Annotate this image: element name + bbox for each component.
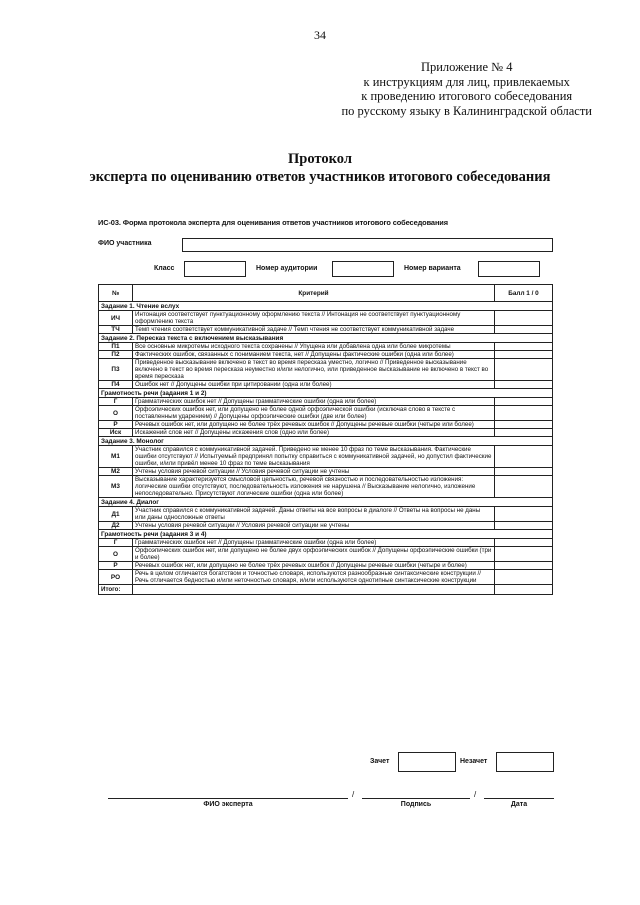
criterion-row (99, 507, 553, 522)
section-title: Задание 4. Диалог (99, 498, 553, 507)
criterion-code: П2 (99, 351, 133, 359)
criterion-row (99, 359, 553, 381)
criterion-code: П4 (99, 381, 133, 389)
criterion-text: Приведенное высказывание включено в текст во время пересказа уместно, логично // Приведенное высказывание включено в текст во время пересказа неуместно и/или нелогично, или приведенное высказывание не включено в текст во время пересказа (133, 359, 495, 381)
score-cell[interactable] (495, 476, 553, 498)
criterion-text: Интонация соответствует пунктуационному оформлению текста // Интонация не соответствует пунктуационному оформлению текста (133, 311, 495, 326)
date-line[interactable] (484, 798, 554, 799)
protocol-form (98, 218, 553, 593)
criterion-text: Грамматических ошибок нет // Допущены грамматические ошибки (одна или более) (133, 398, 495, 406)
criterion-text: Учтены условия речевой ситуации // Условия речевой ситуации не учтены (133, 468, 495, 476)
signature-caption: Подпись (400, 801, 432, 808)
criterion-row (99, 311, 553, 326)
criteria-table (98, 284, 553, 595)
criterion-code: Г (99, 539, 133, 547)
section-title: Задание 2. Пересказ текста с включением высказывания (99, 334, 553, 343)
criterion-code: ТЧ (99, 326, 133, 334)
criterion-code: Иск (99, 429, 133, 437)
criterion-text: Темп чтения соответствует коммуникативной задаче // Темп чтения не соответствует коммуникативной задаче (133, 326, 495, 334)
criteria-header-row (99, 285, 553, 302)
document-title (0, 150, 640, 186)
criterion-text: Грамматических ошибок нет // Допущены грамматические ошибки (одна или более) (133, 539, 495, 547)
criterion-text: Речевых ошибок нет, или допущено не более трёх речевых ошибок // Допущены речевые ошибки (четыре или более) (133, 421, 495, 429)
participant-fio-label: ФИО участника (98, 240, 152, 247)
criterion-row (99, 476, 553, 498)
section-row (99, 498, 553, 507)
title-line-2: эксперта по оцениванию ответов участников итогового собеседования (89, 169, 551, 185)
criterion-row (99, 343, 553, 351)
participant-fio-row (98, 238, 553, 252)
section-title: Грамотность речи (задания 1 и 2) (99, 389, 553, 398)
score-cell[interactable] (495, 351, 553, 359)
score-cell[interactable] (495, 429, 553, 437)
criterion-row (99, 547, 553, 562)
section-row (99, 437, 553, 446)
criterion-code: О (99, 406, 133, 421)
room-field[interactable] (332, 261, 394, 277)
criterion-row (99, 446, 553, 468)
expert-fio-caption: ФИО эксперта (203, 801, 253, 808)
criterion-text: Речь в целом отличается богатством и точностью словаря, используются разнообразные синтаксические конструкции // Речь отличается бедностью и/или неточностью словаря, и/или используются однотипные синтаксические конструкции (133, 570, 495, 585)
expert-fio-line[interactable] (108, 798, 348, 799)
score-cell[interactable] (495, 359, 553, 381)
criterion-code: М2 (99, 468, 133, 476)
score-cell[interactable] (495, 468, 553, 476)
appendix-line-1: Приложение № 4 (420, 60, 513, 74)
criterion-row (99, 421, 553, 429)
room-label: Номер аудитории (256, 265, 318, 272)
criterion-row (99, 429, 553, 437)
section-row (99, 302, 553, 311)
criterion-text: Все основные микротемы исходного текста сохранены // Упущена или добавлена одна или более микротемы (133, 343, 495, 351)
header-score: Балл 1 / 0 (495, 285, 553, 302)
criterion-row (99, 468, 553, 476)
fail-box[interactable] (496, 752, 554, 772)
score-cell[interactable] (495, 446, 553, 468)
form-heading: ИС-03. Форма протокола эксперта для оценивания ответов участников итогового собеседования (98, 218, 448, 227)
criterion-code: П3 (99, 359, 133, 381)
criterion-code: П1 (99, 343, 133, 351)
date-caption: Дата (510, 801, 528, 808)
score-cell[interactable] (495, 507, 553, 522)
criterion-code: М3 (99, 476, 133, 498)
criteria-body (99, 302, 553, 585)
pass-box[interactable] (398, 752, 456, 772)
appendix-line-4: по русскому языку в Калининградской области (341, 103, 592, 118)
total-score-cell[interactable] (495, 585, 553, 595)
criterion-row (99, 398, 553, 406)
variant-field[interactable] (478, 261, 540, 277)
criterion-code: Р (99, 421, 133, 429)
criterion-row (99, 522, 553, 530)
score-cell[interactable] (495, 311, 553, 326)
variant-label: Номер варианта (404, 265, 461, 272)
criterion-row (99, 326, 553, 334)
pass-label: Зачет (370, 758, 390, 765)
score-cell[interactable] (495, 522, 553, 530)
criterion-text: Речевых ошибок нет, или допущено не более трёх речевых ошибок // Допущены речевые ошибки (четыре и более) (133, 562, 495, 570)
class-label: Класс (154, 265, 175, 272)
page-number: 34 (314, 28, 326, 42)
header-criteria: Критерий (133, 285, 495, 302)
criterion-row (99, 406, 553, 421)
section-row (99, 334, 553, 343)
score-cell[interactable] (495, 562, 553, 570)
criterion-code: ИЧ (99, 311, 133, 326)
class-field[interactable] (184, 261, 246, 277)
total-label: Итого: (99, 585, 133, 595)
score-cell[interactable] (495, 406, 553, 421)
criterion-text: Ошибок нет // Допущены ошибки при цитировании (одна или более) (133, 381, 495, 389)
criterion-code: Д2 (99, 522, 133, 530)
score-cell[interactable] (495, 547, 553, 562)
criterion-text: Участник справился с коммуникативной задачей. Даны ответы на все вопросы в диалоге // Ответы на вопросы не даны или даны односложные ответы (133, 507, 495, 522)
section-title: Задание 1. Чтение вслух (99, 302, 553, 311)
appendix-header (341, 60, 592, 118)
criterion-code: Д1 (99, 507, 133, 522)
criterion-row (99, 539, 553, 547)
criterion-row (99, 562, 553, 570)
section-title: Грамотность речи (задания 3 и 4) (99, 530, 553, 539)
meta-row (98, 261, 553, 277)
result-row (98, 752, 553, 772)
criterion-code: О (99, 547, 133, 562)
total-spacer (133, 585, 495, 595)
criterion-row (99, 570, 553, 585)
section-row (99, 389, 553, 398)
header-number: № (99, 285, 133, 302)
criterion-text: Искажений слов нет // Допущены искажения слов (одно или более) (133, 429, 495, 437)
section-row (99, 530, 553, 539)
score-cell[interactable] (495, 326, 553, 334)
participant-fio-field[interactable] (182, 238, 553, 252)
title-line-1: Протокол (288, 151, 352, 167)
criterion-code: Р (99, 562, 133, 570)
score-cell[interactable] (495, 421, 553, 429)
criterion-code: Г (99, 398, 133, 406)
signature-row (98, 788, 553, 818)
score-cell[interactable] (495, 381, 553, 389)
fail-label: Незачет (460, 758, 488, 765)
criterion-text: Высказывание характеризуется смысловой цельностью, речевой связностью и последовательностью изложения: логические ошибки отсутствуют, последовательность изложения не нарушена // Высказывание нелогично, изложение непоследовательно. Присутствуют логические ошибки (одна или более) (133, 476, 495, 498)
appendix-line-2: к инструкциям для лиц, привлекаемых (363, 74, 570, 89)
criterion-row (99, 381, 553, 389)
score-cell[interactable] (495, 398, 553, 406)
criterion-text: Участник справился с коммуникативной задачей. Приведено не менее 10 фраз по теме высказывания. Фактические ошибки отсутствуют // Испытуемый предпринял попытку справиться с коммуникативной задачей, но допустил фактические ошибки, и/или привёл менее 10 фраз по теме высказывания (133, 446, 495, 468)
criterion-text: Орфоэпических ошибок нет, или допущено не более двух орфоэпических ошибок // Допущены орфоэпические ошибки (три и более) (133, 547, 495, 562)
criterion-code: М1 (99, 446, 133, 468)
separator-2: / (474, 790, 477, 799)
separator-1: / (352, 790, 355, 799)
appendix-line-3: к проведению итогового собеседования (361, 89, 573, 103)
criterion-code: РО (99, 570, 133, 585)
criterion-text: Учтены условия речевой ситуации // Условия речевой ситуации не учтены (133, 522, 495, 530)
criterion-text: Фактических ошибок, связанных с пониманием текста, нет // Допущены фактические ошибки (одна или более) (133, 351, 495, 359)
criterion-text: Орфоэпических ошибок нет, или допущено не более одной орфоэпической ошибки (исключая слово в тексте с поставленным ударением) // Допущены орфоэпические ошибки (две или более) (133, 406, 495, 421)
score-cell[interactable] (495, 570, 553, 585)
score-cell[interactable] (495, 539, 553, 547)
score-cell[interactable] (495, 343, 553, 351)
total-row (99, 585, 553, 595)
criterion-row (99, 351, 553, 359)
section-title: Задание 3. Монолог (99, 437, 553, 446)
signature-line[interactable] (362, 798, 470, 799)
